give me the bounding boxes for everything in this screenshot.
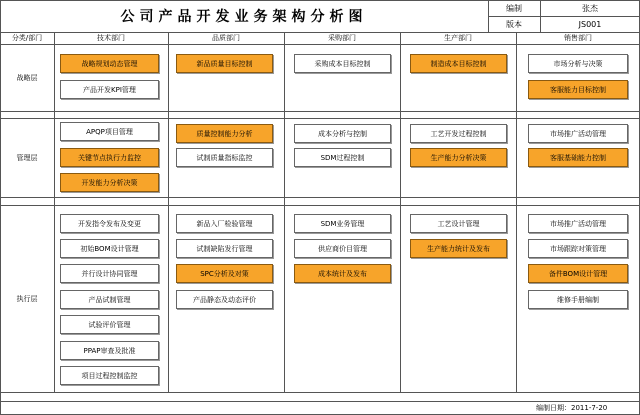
footer-date-label: 编制日期 (536, 404, 564, 412)
box-execution-tech-3: 并行设计协同管理 (60, 264, 159, 283)
column-header-sales: 销售部门 (564, 34, 592, 42)
box-management-production-2: 生产能力分析决策 (410, 148, 507, 167)
box-execution-sales-3: 备件BOM设计管理 (528, 264, 628, 283)
column-header-production: 生产部门 (444, 34, 472, 42)
box-execution-sales-2: 市场跟踪对策管理 (528, 239, 628, 258)
box-strategy-sales-1: 市场分析与决策 (528, 54, 628, 73)
box-execution-tech-4: 产品试制管理 (60, 290, 159, 309)
box-management-sales-2: 客服基础能力控制 (528, 148, 628, 167)
box-management-tech-2: 关键节点执行力监控 (60, 148, 159, 167)
layer-label-management: 管理层 (16, 153, 38, 162)
column-header-purchase: 采购部门 (328, 34, 356, 42)
box-execution-quality-3: SPC分析及对策 (176, 264, 273, 283)
box-management-quality-2: 试制质量指标监控 (176, 148, 273, 167)
box-execution-quality-2: 试制缺陷发行管理 (176, 239, 273, 258)
page-title: 公司产品开发业务架构分析图 (120, 9, 368, 25)
box-strategy-sales-2: 客服能力目标控制 (528, 80, 628, 99)
box-strategy-purchase-1: 采购成本目标控制 (294, 54, 391, 73)
box-execution-quality-1: 新品入厂检验管理 (176, 214, 273, 233)
box-execution-sales-1: 市场推广活动管理 (528, 214, 628, 233)
box-execution-tech-1: 开发指令发布及变更 (60, 214, 159, 233)
footer-date: 编制日期 ： 2011-7-20 (536, 404, 608, 412)
box-strategy-quality-1: 新品质量目标控制 (176, 54, 273, 73)
box-execution-tech-6: PPAP审查及批准 (60, 341, 159, 360)
box-strategy-production-1: 制造成本目标控制 (410, 54, 507, 73)
box-management-purchase-1: 成本分析与控制 (294, 124, 391, 143)
column-header-tech: 技术部门 (97, 34, 125, 42)
box-execution-quality-4: 产品静态及动态评价 (176, 290, 273, 309)
version-value: JS001 (578, 19, 602, 29)
box-execution-purchase-2: 供应商价目管理 (294, 239, 391, 258)
column-header-category: 分类/部门 (11, 34, 43, 42)
box-execution-tech-5: 试验评价管理 (60, 315, 159, 334)
box-execution-purchase-3: 成本统计及发布 (294, 264, 391, 283)
box-strategy-tech-1: 战略规划动态管理 (60, 54, 159, 73)
box-strategy-tech-2: 产品开发KPI管理 (60, 80, 159, 99)
editor-value: 张杰 (582, 3, 598, 13)
box-execution-purchase-1: SDM业务管理 (294, 214, 391, 233)
box-execution-tech-2: 初始BOM设计管理 (60, 239, 159, 258)
version-label: 版本 (506, 19, 522, 29)
box-execution-tech-7: 项目过程控制监控 (60, 366, 159, 385)
footer-date-value: 2011-7-20 (571, 404, 608, 412)
box-execution-production-2: 生产能力统计及发布 (410, 239, 507, 258)
box-execution-sales-4: 维修手册编制 (528, 290, 628, 309)
box-management-sales-1: 市场推广活动管理 (528, 124, 628, 143)
box-management-production-1: 工艺开发过程控制 (410, 124, 507, 143)
box-management-tech-1: APQP项目管理 (60, 122, 159, 141)
box-execution-production-1: 工艺设计管理 (410, 214, 507, 233)
column-header-quality: 品质部门 (212, 34, 240, 42)
box-management-purchase-2: SDM过程控制 (294, 148, 391, 167)
layer-label-execution: 执行层 (16, 294, 38, 303)
box-management-tech-3: 开发能力分析决策 (60, 173, 159, 192)
box-management-quality-1: 质量控制能力分析 (176, 124, 273, 143)
editor-label: 编制 (506, 3, 522, 13)
layer-label-strategy: 战略层 (16, 73, 38, 82)
